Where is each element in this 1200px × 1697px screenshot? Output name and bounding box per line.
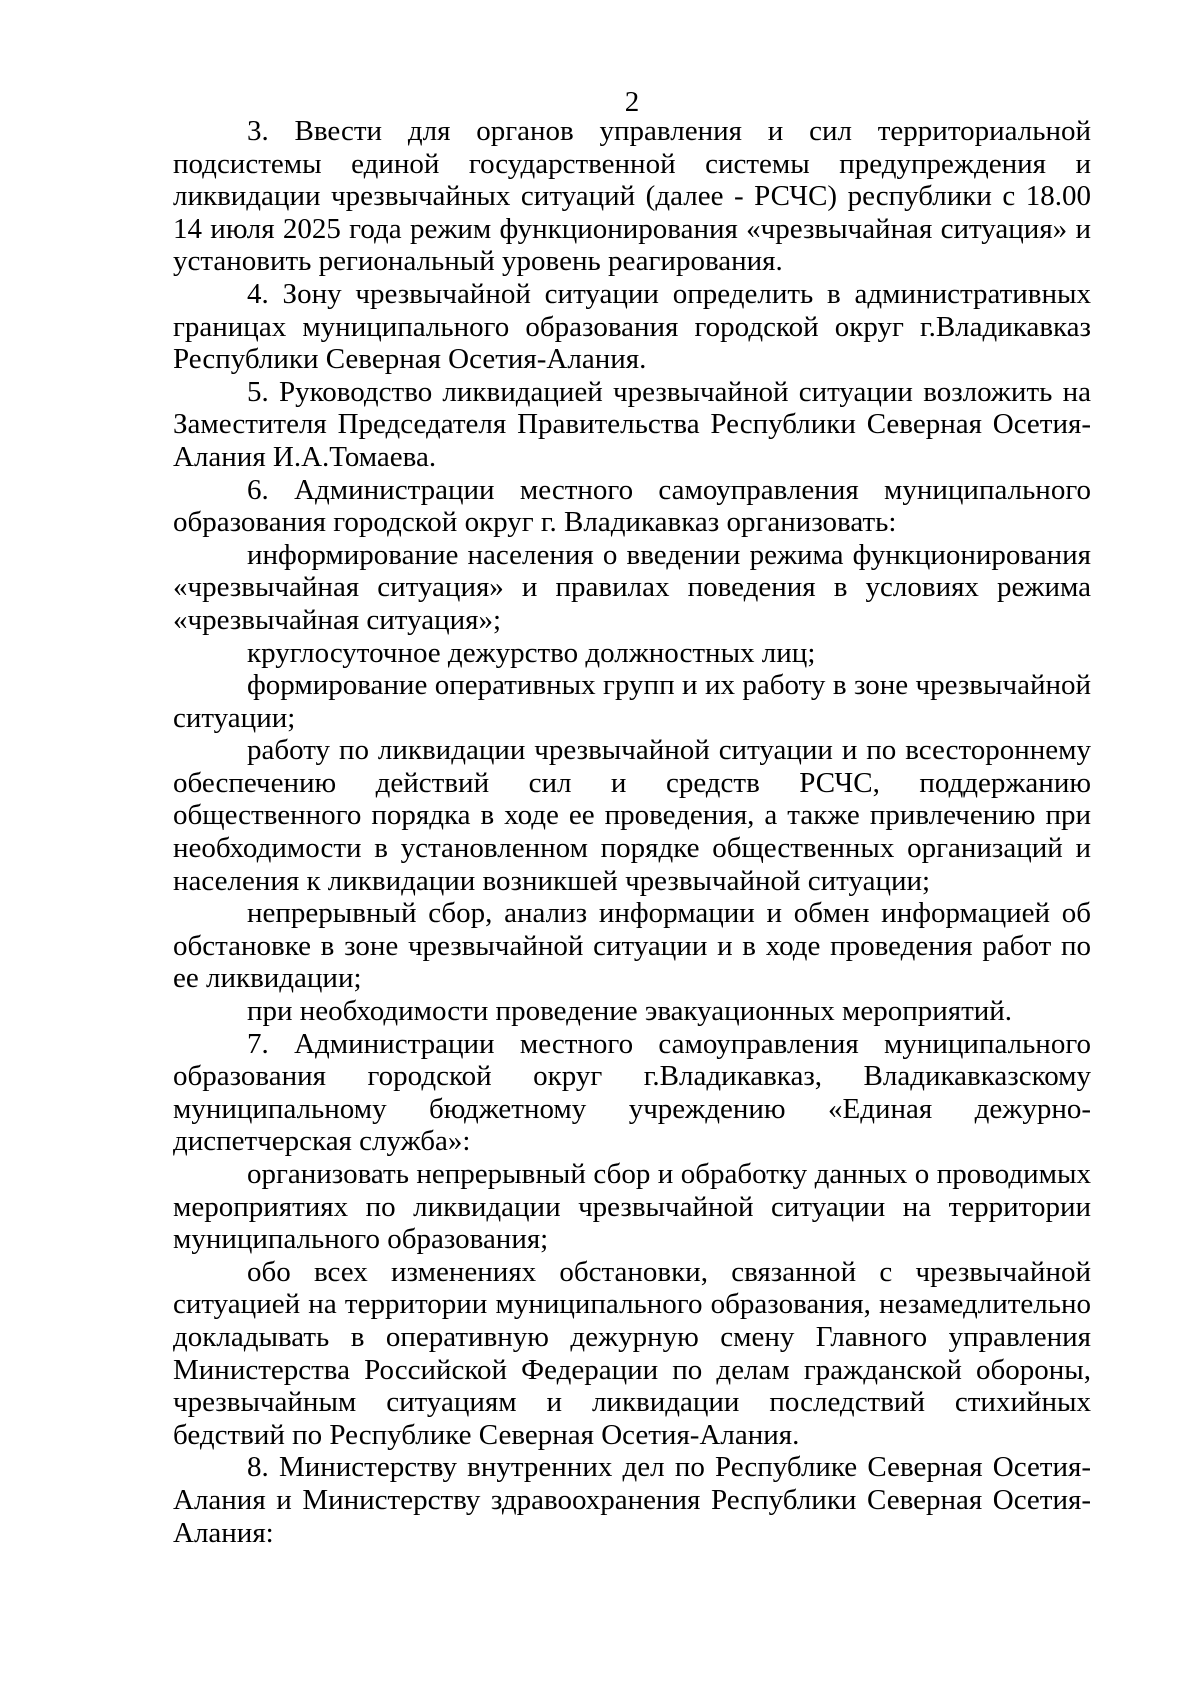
paragraph-7-item-reporting: обо всех изменениях обстановки, связанной с чрезвычайной ситуацией на территории муниципального образования, незамедлительно докладывать в оперативную дежурную смену Главного управления Министерства Российской Федерации по делам гражданской обороны, чрезвычайным ситуациям и ликвидации последствий стихийных бедствий по Республике Северная Осетия-Алания. <box>173 1255 1091 1451</box>
document-body <box>173 115 1091 1549</box>
paragraph-5-leadership: 5. Руководство ликвидацией чрезвычайной ситуации возложить на Заместителя Председателя Правительства Республики Северная Осетия-Алания И.А.Томаева. <box>173 375 1091 473</box>
paragraph-6-item-evacuation: при необходимости проведение эвакуационных мероприятий. <box>247 995 1013 1028</box>
paragraph-6-item-duty: круглосуточное дежурство должностных лиц; <box>247 636 816 669</box>
paragraph-6-administration: 6. Администрации местного самоуправления муниципального образования городской округ г. Владикавказ организовать: <box>173 473 1091 539</box>
paragraph-7-item-data: организовать непрерывный сбор и обработку данных о проводимых мероприятиях по ликвидации чрезвычайной ситуации на территории муниципального образования; <box>173 1158 1091 1256</box>
paragraph-4-emergency-zone: 4. Зону чрезвычайной ситуации определить в административных границах муниципального образования городской округ г.Владикавказ Республики Северная Осетия-Алания. <box>173 277 1091 376</box>
paragraph-8-ministries: 8. Министерству внутренних дел по Республике Северная Осетия-Алания и Министерству здравоохранения Республики Северная Осетия-Алания: <box>173 1451 1091 1549</box>
paragraph-6-item-information: непрерывный сбор, анализ информации и обмен информацией об обстановке в зоне чрезвычайной ситуации и в ходе проведения работ по ее ликвидации; <box>173 897 1091 995</box>
page-number: 2 <box>624 86 640 118</box>
paragraph-6-item-groups: формирование оперативных групп и их работу в зоне чрезвычайной ситуации; <box>173 669 1091 734</box>
paragraph-7-dispatch: 7. Администрации местного самоуправления муниципального образования городской округ г.Владикавказ, Владикавказскому муниципальному бюджетному учреждению «Единая дежурно-диспетчерская служба»: <box>173 1027 1091 1158</box>
paragraph-6-item-informing: информирование населения о введении режима функционирования «чрезвычайная ситуация» и правилах поведения в условиях режима «чрезвычайная ситуация»; <box>173 538 1091 636</box>
paragraph-3-emergency-regime: 3. Ввести для органов управления и сил территориальной подсистемы единой государственной системы предупреждения и ликвидации чрезвычайных ситуаций (далее - РСЧС) республики с 18.00 14 июля 2025 года режим функционирования «чрезвычайная ситуация» и установить региональный уровень реагирования. <box>173 115 1091 278</box>
paragraph-6-item-liquidation: работу по ликвидации чрезвычайной ситуации и по всестороннему обеспечению действий сил и средств РСЧС, поддержанию общественного порядка в ходе ее проведения, а также привлечению при необходимости в установленном порядке общественных организаций и населения к ликвидации возникшей чрезвычайной ситуации; <box>173 734 1091 897</box>
